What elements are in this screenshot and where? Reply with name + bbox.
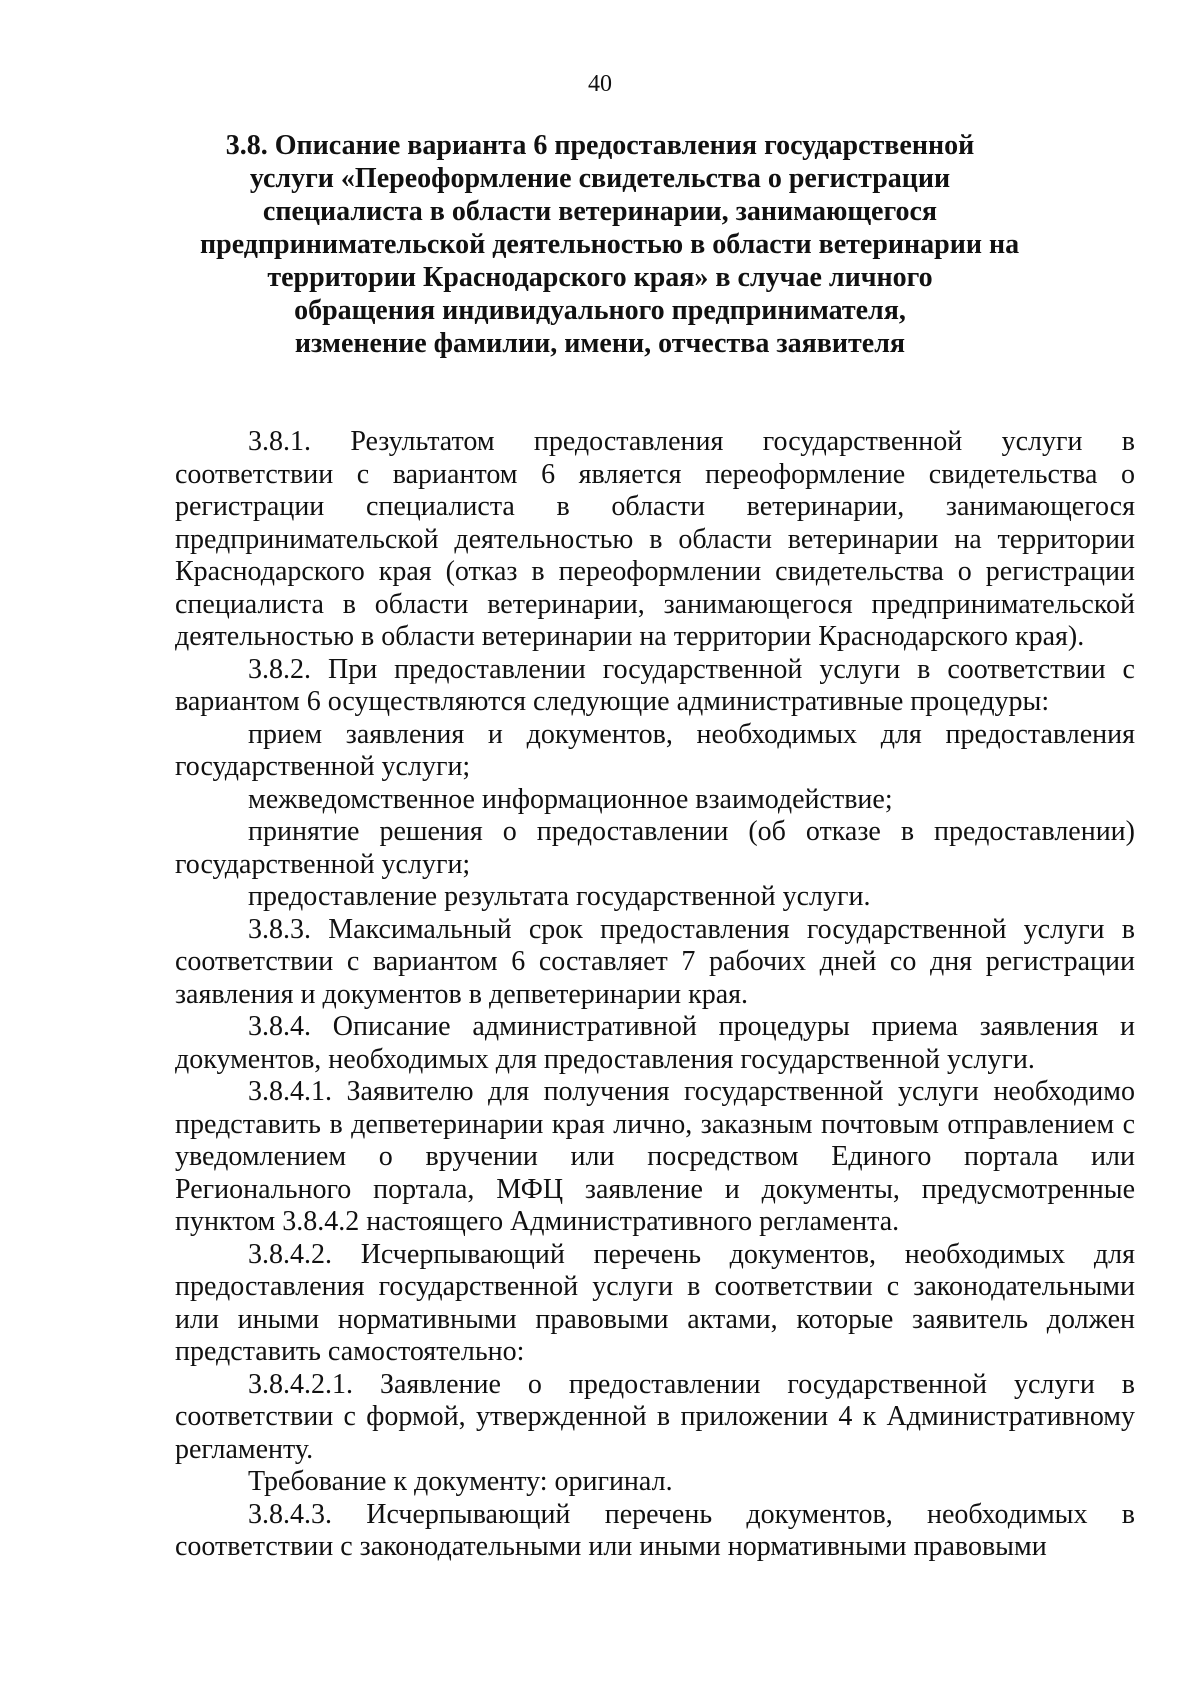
heading-line: услуги «Переоформление свидетельства о регистрации [249, 163, 951, 194]
heading-line: специалиста в области ветеринарии, занимающегося [262, 196, 938, 227]
paragraph-3-8-1: 3.8.1. Результатом предоставления государственной услуги в соответствии с вариантом 6 является переоформление свидетельства о регистрации специалиста в области ветеринарии, занимающегося предпринимательской деятельностью в области ветеринарии на территории Краснодарского края (отказ в переоформлении свидетельства о регистрации специалиста в области ветеринарии, занимающегося предпринимательской деятельностью в области ветеринарии на территории Краснодарского края). [175, 426, 1135, 652]
procedure-item: прием заявления и документов, необходимых для предоставления государственной услуги; [175, 718, 1135, 782]
document-requirement: Требование к документу: оригинал. [248, 1466, 673, 1497]
heading-line: изменение фамилии, имени, отчества заявителя [294, 328, 906, 359]
paragraph-3-8-4: 3.8.4. Описание административной процедуры приема заявления и документов, необходимых для предоставления государственной услуги. [175, 1011, 1135, 1075]
heading-line: предпринимательской деятельностью в области ветеринарии на [200, 229, 1020, 260]
paragraph-3-8-4-3: 3.8.4.3. Исчерпывающий перечень документов, необходимых в соответствии с законодательными или иными нормативными правовыми [175, 1498, 1135, 1562]
body-text [175, 426, 1135, 1564]
paragraph-3-8-4-2-1: 3.8.4.2.1. Заявление о предоставлении государственной услуги в соответствии с формой, утвержденной в приложении 4 к Административному регламенту. [175, 1368, 1135, 1465]
procedure-item: предоставление результата государственной услуги. [248, 881, 871, 912]
procedure-item: принятие решения о предоставлении (об отказе в предоставлении) государственной услуги; [175, 816, 1135, 880]
page-number: 40 [588, 71, 612, 97]
heading-line: территории Краснодарского края» в случае личного [267, 262, 933, 293]
heading-line: обращения индивидуального предпринимателя, [294, 295, 906, 326]
procedure-item: межведомственное информационное взаимодействие; [248, 783, 893, 815]
section-heading [200, 129, 1020, 360]
paragraph-3-8-4-1: 3.8.4.1. Заявителю для получения государственной услуги необходимо представить в депветеринарии края лично, заказным почтовым отправлением с уведомлением о вручении или посредством Единого портала или Регионального портала, МФЦ заявление и документы, предусмотренные пунктом 3.8.4.2 настоящего Административного регламента. [175, 1076, 1135, 1237]
paragraph-3-8-2: 3.8.2. При предоставлении государственной услуги в соответствии с вариантом 6 осуществляются следующие административные процедуры: [175, 653, 1135, 717]
paragraph-3-8-3: 3.8.3. Максимальный срок предоставления государственной услуги в соответствии с вариантом 6 составляет 7 рабочих дней со дня регистрации заявления и документов в депветеринарии края. [175, 913, 1135, 1010]
paragraph-3-8-4-2: 3.8.4.2. Исчерпывающий перечень документов, необходимых для предоставления государственной услуги в соответствии с законодательными или иными нормативными правовыми актами, которые заявитель должен представить самостоятельно: [175, 1238, 1135, 1367]
heading-line: 3.8. Описание варианта 6 предоставления государственной [225, 130, 975, 161]
